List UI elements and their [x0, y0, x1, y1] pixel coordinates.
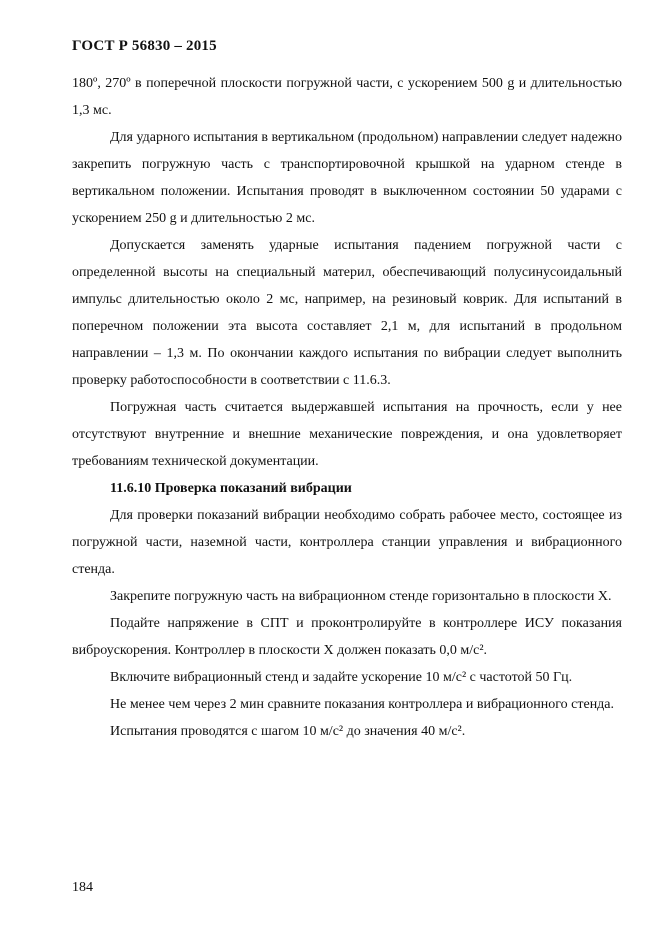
paragraph-test-steps: Испытания проводятся с шагом 10 м/с² до значения 40 м/с².: [110, 724, 466, 739]
paragraph-strength-criteria: Погружная часть считается выдержавшей испытания на прочность, если у нее отсутствуют внутренние и внешние механические повреждения, и она удовлетворяет требованиям технической документации.: [72, 400, 622, 469]
paragraph-drop-test: Допускается заменять ударные испытания падением погружной части с определенной высоты на специальный материл, обеспечивающий полусинусоидальный импульс длительностью около 2 мс, например, на резиновый коврик. Для испытаний в поперечном положении эта высота составляет 2,1 м, для испытаний в продольном направлении – 1,3 м. По окончании каждого испытания по вибрации следует выполнить проверку работоспособности в соответствии с 11.6.3.: [72, 238, 622, 388]
paragraph-power-check: Подайте напряжение в СПТ и проконтролируйте в контроллере ИСУ показания виброускорения. Контроллер в плоскости Х должен показать 0,0 м/с².: [72, 616, 622, 658]
document-header: ГОСТ Р 56830 – 2015: [72, 38, 217, 54]
paragraph-vertical-shock-test: Для ударного испытания в вертикальном (продольном) направлении следует надежно закрепить погружную часть с транспортировочной крышкой на ударном стенде в вертикальном положении. Испытания проводят в выключенном состоянии 50 ударами с ускорением 250 g и длительностью 2 мс.: [72, 130, 622, 226]
paragraph-enable-stand: Включите вибрационный стенд и задайте ускорение 10 м/с² с частотой 50 Гц.: [110, 670, 573, 685]
page-number: 184: [72, 880, 93, 895]
paragraph-mount-x-plane: Закрепите погружную часть на вибрационном стенде горизонтально в плоскости Х.: [110, 589, 612, 604]
paragraph-compare-readings: Не менее чем через 2 мин сравните показания контроллера и вибрационного стенда.: [110, 697, 615, 712]
section-heading: 11.6.10 Проверка показаний вибрации: [110, 481, 352, 496]
paragraph-continuation: 180º, 270º в поперечной плоскости погружной части, с ускорением 500 g и длительностью 1,3 мс.: [72, 76, 622, 118]
document-body: [72, 70, 622, 745]
paragraph-workplace-setup: Для проверки показаний вибрации необходимо собрать рабочее место, состоящее из погружной части, наземной части, контроллера станции управления и вибрационного стенда.: [72, 508, 622, 577]
